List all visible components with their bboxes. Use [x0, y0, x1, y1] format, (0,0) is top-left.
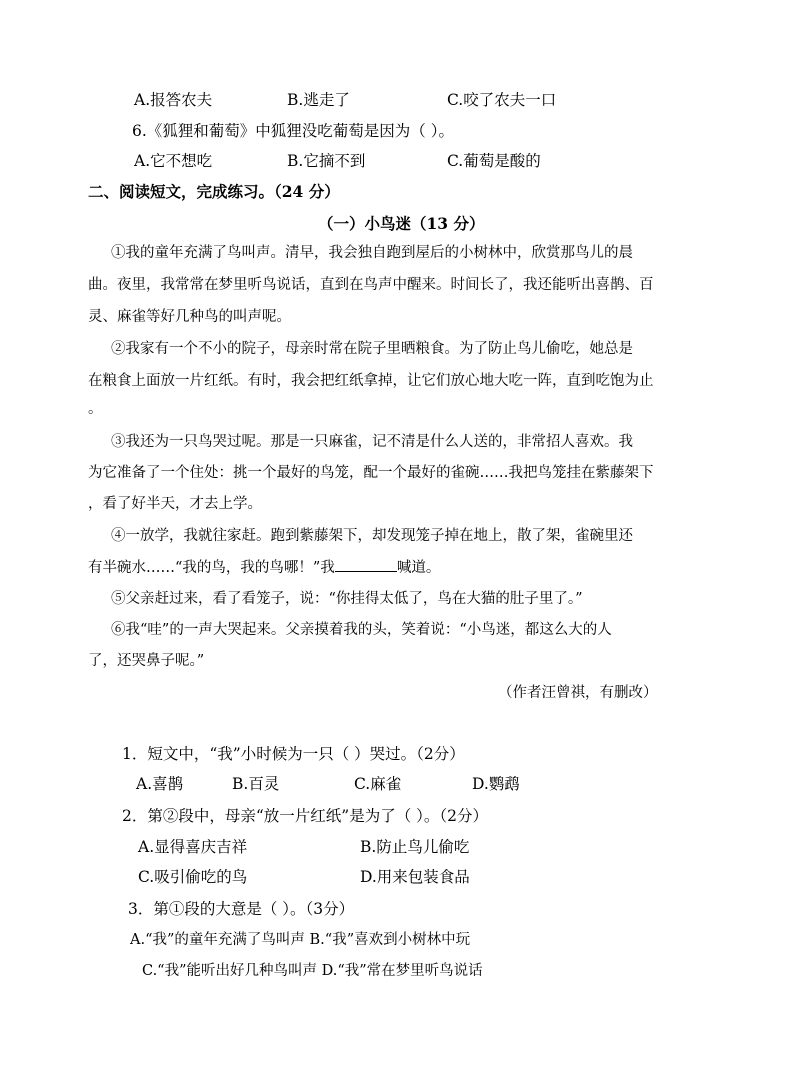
- paragraph-3-line-3: ，看了好半天，才去上学。: [88, 496, 262, 512]
- paragraph-6-line-1: ⑥我“哇”的一声大哭起来。父亲摸着我的头，笑着说：“小鸟迷，都这么大的人: [111, 622, 612, 638]
- question-3-options-ab: A.“我”的童年充满了鸟叫声 B.“我”喜欢到小树林中玩: [130, 932, 471, 948]
- q5-option-a: A.报答农夫: [134, 91, 213, 109]
- paragraph-2-line-1: ②我家有一个不小的院子，母亲时常在院子里晒粮食。为了防止鸟儿偷吃，她总是: [111, 341, 633, 357]
- paragraph-1-line-1: ①我的童年充满了鸟叫声。清早，我会独自跑到屋后的小树林中，欣赏那鸟儿的晨: [111, 245, 633, 261]
- q6-option-b: B.它摘不到: [287, 152, 366, 170]
- question-1-option-d: D.鹦鹉: [472, 775, 520, 793]
- paragraph-1-line-3: 灵、麻雀等好几种鸟的叫声呢。: [88, 309, 291, 325]
- section-heading: 二、阅读短文，完成练习。（24 分）: [88, 182, 340, 201]
- question-1-option-b: B.百灵: [232, 775, 280, 793]
- paragraph-3-line-1: ③我还为一只鸟哭过呢。那是一只麻雀，记不清是什么人送的，非常招人喜欢。我: [111, 434, 633, 450]
- paragraph-3-line-2: 为它准备了一个住处：挑一个最好的鸟笼，配一个最好的雀碗……我把鸟笼挂在紫藤架下: [88, 465, 654, 481]
- passage-title: （一）小鸟迷（13 分）: [318, 214, 485, 233]
- paragraph-4-line-1: ④一放学，我就往家赶。跑到紫藤架下，却发现笼子掉在地上，散了架，雀碗里还: [111, 528, 633, 544]
- paragraph-4-text-before-blank: 有半碗水……“我的鸟，我的鸟哪！”我: [88, 560, 335, 576]
- q6-stem: 6.《狐狸和葡萄》中狐狸没吃葡萄是因为（ ）。: [132, 122, 454, 140]
- paragraph-4-text-after-blank: 喊道。: [396, 560, 441, 576]
- q5-option-b: B.逃走了: [287, 91, 350, 109]
- question-2-option-b: B.防止鸟儿偷吃: [360, 838, 470, 856]
- paragraph-2-line-3: 。: [88, 401, 103, 417]
- question-2-option-c: C.吸引偷吃的鸟: [138, 868, 248, 886]
- question-3-stem: 3．第①段的大意是（ ）。（3分）: [128, 900, 355, 918]
- paragraph-5: ⑤父亲赶过来，看了看笼子，说：“你挂得太低了，鸟在大猫的肚子里了。”: [111, 591, 583, 607]
- question-1-stem: 1．短文中，“我”小时候为一只（ ）哭过。（2分）: [122, 745, 465, 763]
- q6-option-a: A.它不想吃: [134, 152, 213, 170]
- paragraph-1-line-2: 曲。夜里，我常常在梦里听鸟说话，直到在鸟声中醒来。时间长了，我还能听出喜鹊、百: [88, 277, 654, 293]
- question-1-option-c: C.麻雀: [354, 775, 402, 793]
- question-2-stem: 2．第②段中，母亲“放一片红纸”是为了（ ）。（2分）: [122, 807, 488, 825]
- paragraph-4-line-2: [88, 556, 440, 577]
- fill-in-blank[interactable]: [335, 557, 397, 572]
- q5-option-c: C.咬了农夫一口: [447, 91, 557, 109]
- question-2-option-d: D.用来包装食品: [360, 868, 470, 886]
- paragraph-2-line-2: 在粮食上面放一片红纸。有时，我会把红纸拿掉，让它们放心地大吃一阵，直到吃饱为止: [88, 373, 654, 389]
- q6-option-c: C.葡萄是酸的: [447, 152, 541, 170]
- question-3-options-cd: C.“我”能听出好几种鸟叫声 D.“我”常在梦里听鸟说话: [142, 963, 483, 979]
- question-2-option-a: A.显得喜庆吉祥: [138, 838, 248, 856]
- paragraph-6-line-2: 了，还哭鼻子呢。”: [88, 653, 205, 669]
- passage-source: （作者汪曾祺，有删改）: [498, 685, 658, 701]
- question-1-option-a: A.喜鹊: [136, 775, 184, 793]
